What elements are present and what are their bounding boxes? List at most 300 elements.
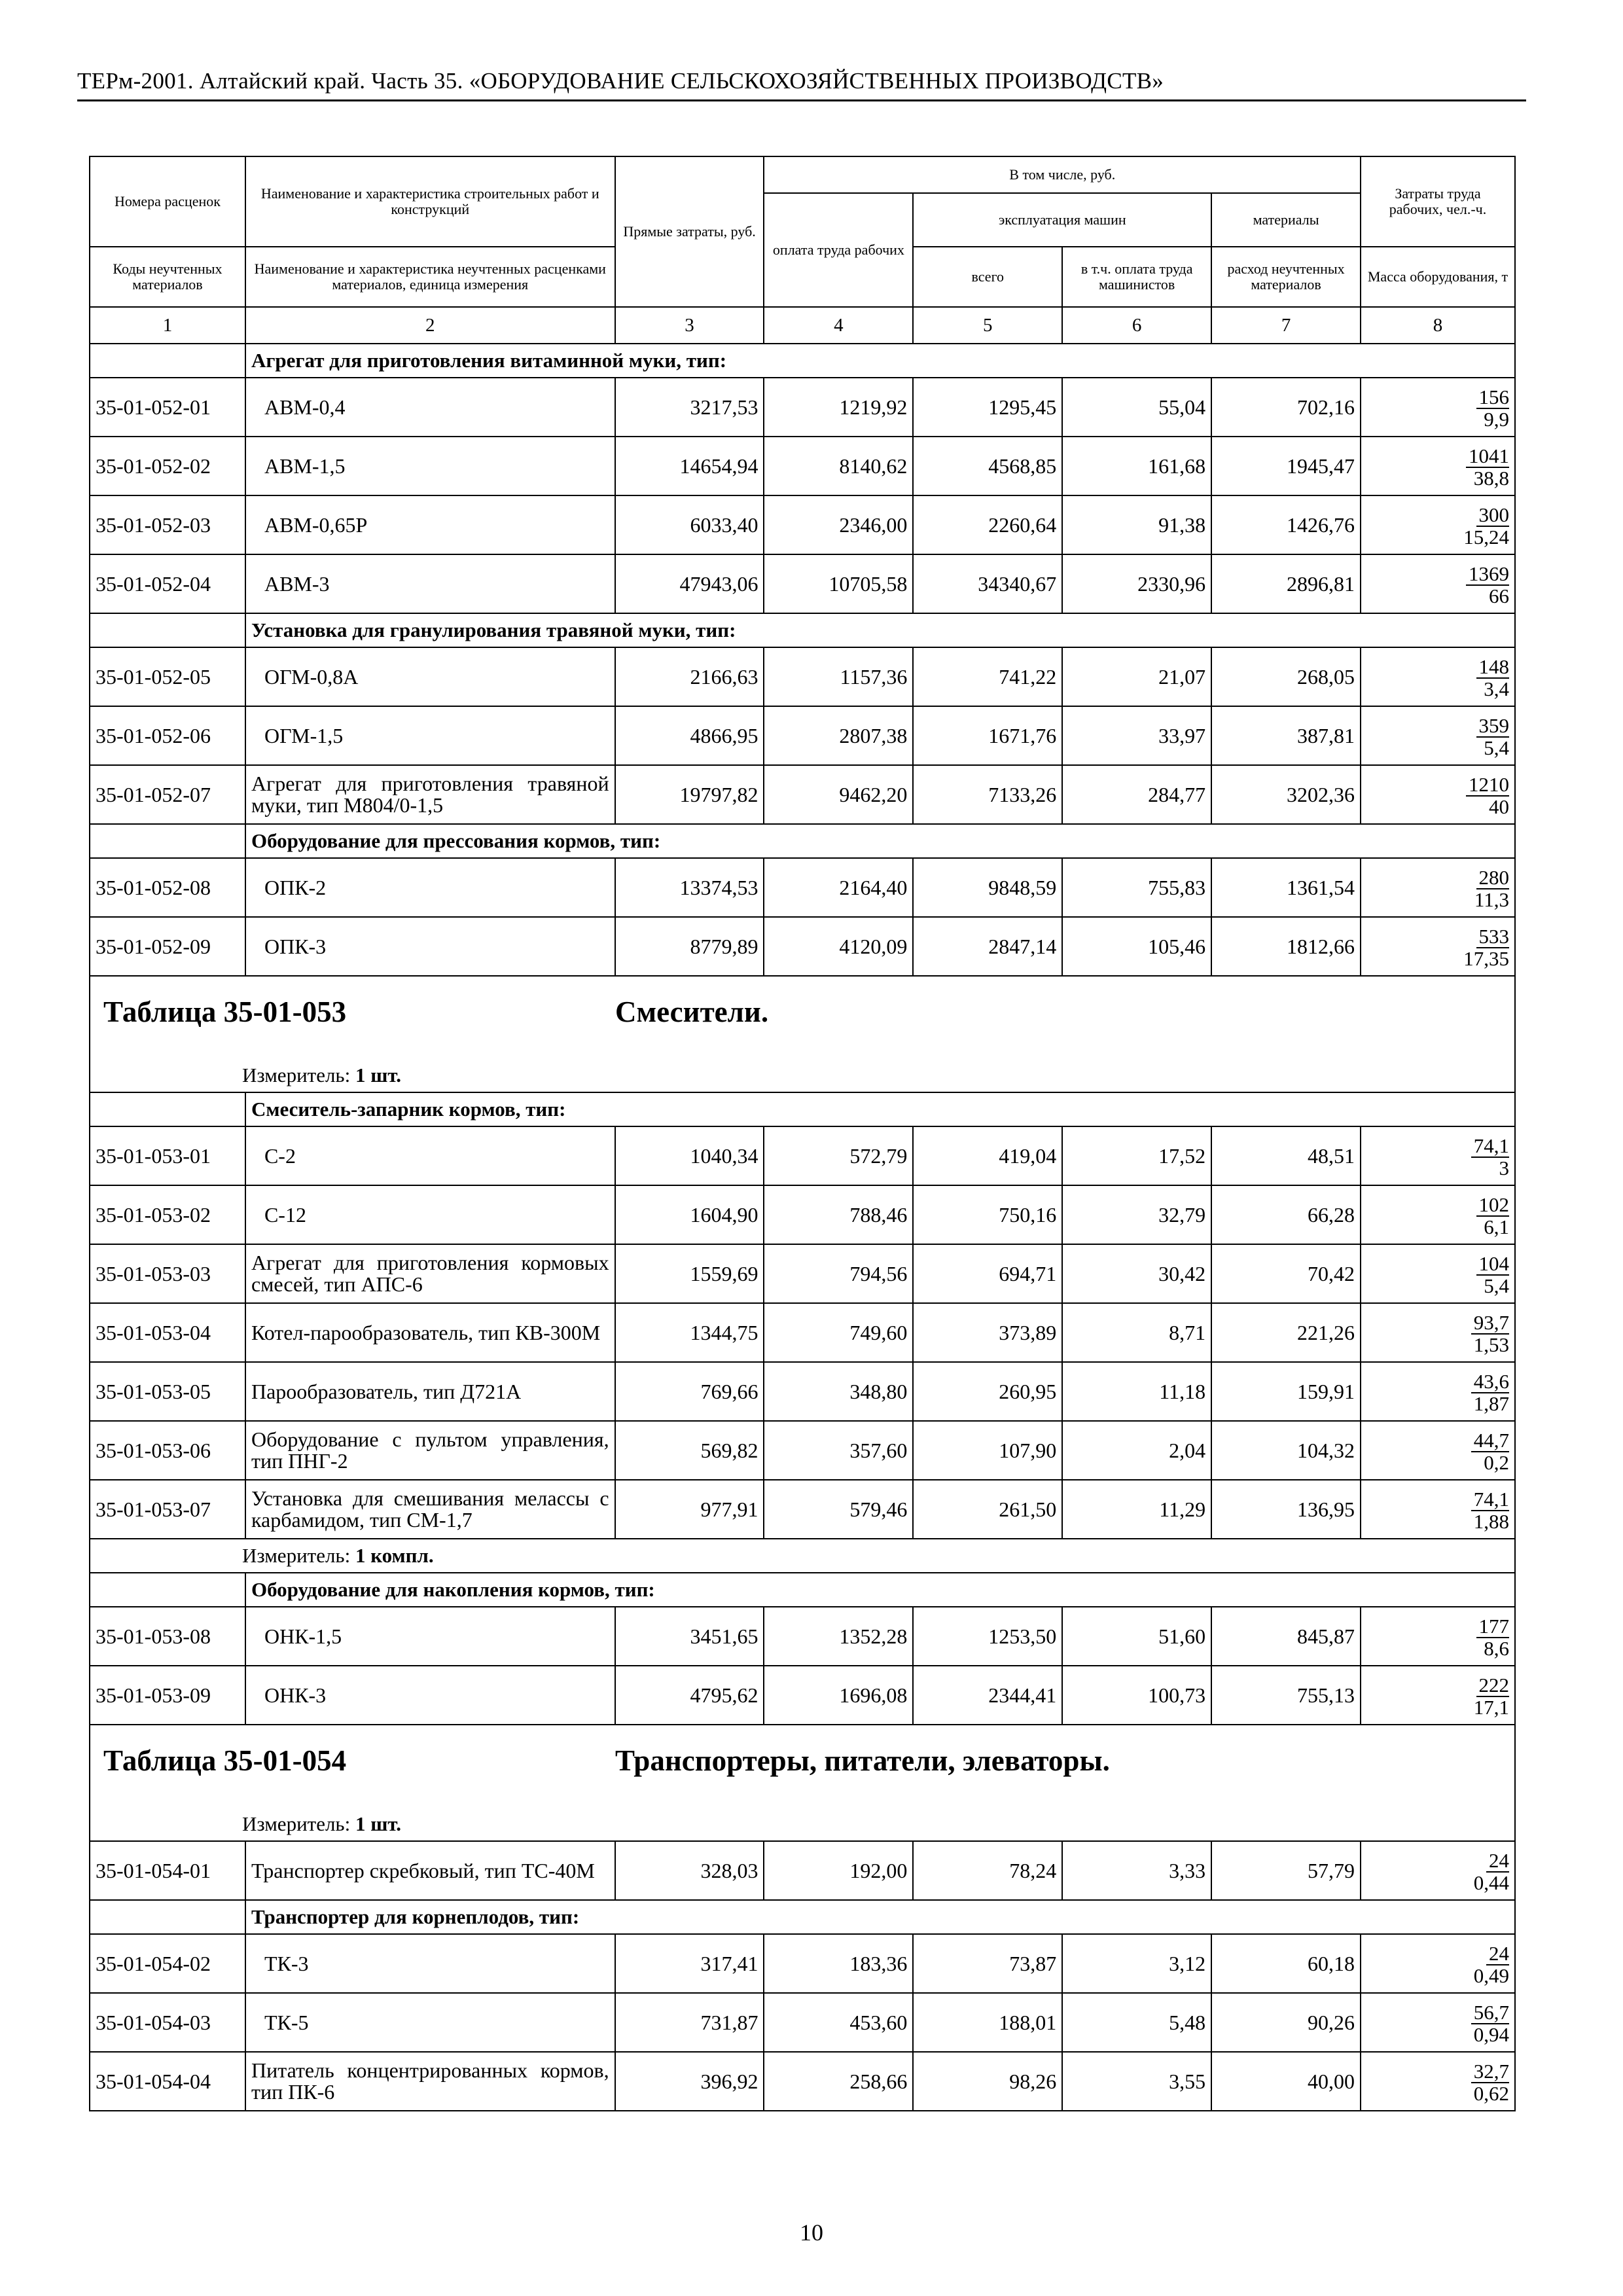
price-code: 35-01-052-04 — [90, 554, 245, 613]
col-header-material-names: Наименование и характеристика неучтенных расценками материалов, единица измерения — [245, 247, 615, 307]
price-code: 35-01-052-02 — [90, 437, 245, 495]
cost-wages: 794,56 — [764, 1244, 913, 1303]
measure-label: Измеритель: — [242, 1812, 351, 1835]
price-code: 35-01-053-07 — [90, 1480, 245, 1539]
cost-direct: 6033,40 — [615, 495, 764, 554]
cost-machinists: 100,73 — [1062, 1666, 1211, 1725]
item-name — [245, 765, 615, 824]
labor-mass-fraction — [1474, 867, 1509, 910]
labor-costs-value: 74,1 — [1471, 1136, 1509, 1158]
equipment-mass-value: 1,53 — [1473, 1333, 1509, 1356]
table-row — [90, 554, 1515, 613]
cost-materials: 1361,54 — [1211, 858, 1361, 917]
cost-machinists: 55,04 — [1062, 378, 1211, 437]
labor-mass-fraction — [1474, 1675, 1509, 1717]
cost-materials: 1812,66 — [1211, 917, 1361, 976]
item-name — [245, 1362, 615, 1421]
column-numbers-row — [90, 307, 1515, 344]
table-row — [90, 765, 1515, 824]
cost-wages: 8140,62 — [764, 437, 913, 495]
equipment-mass-value: 0,44 — [1473, 1871, 1509, 1894]
section-heading-row — [90, 824, 1515, 858]
cost-materials: 48,51 — [1211, 1126, 1361, 1185]
table-row — [90, 1303, 1515, 1362]
price-code: 35-01-053-08 — [90, 1607, 245, 1666]
table-row — [90, 1421, 1515, 1480]
item-name — [245, 1607, 615, 1666]
item-name-text: Транспортер скребковый, тип ТС-40М — [251, 1858, 595, 1882]
item-name-text: Установка для смешивания мелассы с карбамидом, тип СМ-1,7 — [251, 1486, 609, 1532]
page-header: ТЕРм-2001. Алтайский край. Часть 35. «ОБОРУДОВАНИЕ СЕЛЬСКОХОЗЯЙСТВЕННЫХ ПРОИЗВОДСТВ» — [77, 68, 1526, 101]
cost-materials: 40,00 — [1211, 2052, 1361, 2111]
cost-direct: 1040,34 — [615, 1126, 764, 1185]
section-heading-row — [90, 1092, 1515, 1126]
table-row — [90, 378, 1515, 437]
column-number: 4 — [764, 307, 913, 344]
price-code: 35-01-054-02 — [90, 1934, 245, 1993]
item-name-text: ОНК-1,5 — [264, 1624, 342, 1648]
cost-materials: 3202,36 — [1211, 765, 1361, 824]
equipment-mass-value: 3 — [1499, 1156, 1509, 1179]
table-row — [90, 2052, 1515, 2111]
section-heading: Оборудование для прессования кормов, тип: — [245, 824, 1515, 858]
cost-direct: 317,41 — [615, 1934, 764, 1993]
equipment-mass-value: 6,1 — [1484, 1215, 1509, 1238]
cost-wages: 2346,00 — [764, 495, 913, 554]
col-header-machine-operation: эксплуатация машин — [913, 193, 1211, 247]
cost-machines: 261,50 — [913, 1480, 1062, 1539]
equipment-mass-value: 0,94 — [1473, 2022, 1509, 2046]
cost-wages: 9462,20 — [764, 765, 913, 824]
table-row — [90, 1607, 1515, 1666]
cost-wages: 1696,08 — [764, 1666, 913, 1725]
column-number: 6 — [1062, 307, 1211, 344]
labor-mass-fraction — [1474, 1850, 1509, 1893]
labor-mass-fraction — [1471, 1371, 1509, 1414]
cost-machinists: 2330,96 — [1062, 554, 1211, 613]
equipment-mass-value: 15,24 — [1463, 525, 1509, 548]
cost-machines: 73,87 — [913, 1934, 1062, 1993]
measure-value: 1 шт. — [355, 1812, 402, 1835]
price-code: 35-01-052-08 — [90, 858, 245, 917]
table-name: Смесители. — [615, 996, 769, 1028]
item-name — [245, 1934, 615, 1993]
cost-wages: 258,66 — [764, 2052, 913, 2111]
cost-machinists: 30,42 — [1062, 1244, 1211, 1303]
table-row — [90, 858, 1515, 917]
table-number: Таблица 35-01-054 — [103, 1744, 347, 1777]
item-name-text: Агрегат для приготовления травяной муки, тип М804/0-1,5 — [251, 772, 609, 817]
labor-mass-cell — [1361, 378, 1515, 437]
labor-costs-value: 104 — [1476, 1253, 1510, 1276]
column-number: 1 — [90, 307, 245, 344]
cost-machinists: 284,77 — [1062, 765, 1211, 824]
cost-machinists: 3,12 — [1062, 1934, 1211, 1993]
col-header-labor-costs: Затраты труда рабочих, чел.-ч. — [1361, 156, 1515, 247]
item-name — [245, 1126, 615, 1185]
cost-materials: 136,95 — [1211, 1480, 1361, 1539]
cost-wages: 579,46 — [764, 1480, 913, 1539]
price-code: 35-01-053-02 — [90, 1185, 245, 1244]
item-name-text: ОНК-3 — [264, 1683, 327, 1707]
table-row — [90, 647, 1515, 706]
table-title — [96, 1725, 1509, 1808]
section-heading: Агрегат для приготовления витаминной муки, тип: — [245, 344, 1515, 378]
cost-materials: 702,16 — [1211, 378, 1361, 437]
cost-materials: 387,81 — [1211, 706, 1361, 765]
item-name — [245, 1303, 615, 1362]
cost-machines: 2260,64 — [913, 495, 1062, 554]
cost-machines: 2344,41 — [913, 1666, 1062, 1725]
item-name-text: ТК-3 — [264, 1951, 309, 1975]
labor-mass-fraction — [1476, 1616, 1510, 1659]
labor-mass-cell — [1361, 1244, 1515, 1303]
column-number: 5 — [913, 307, 1062, 344]
column-number: 2 — [245, 307, 615, 344]
measure-unit — [90, 1539, 1515, 1573]
cost-direct: 13374,53 — [615, 858, 764, 917]
cost-materials: 221,26 — [1211, 1303, 1361, 1362]
labor-mass-fraction — [1471, 1489, 1509, 1532]
labor-mass-fraction — [1463, 926, 1509, 969]
cost-machinists: 51,60 — [1062, 1607, 1211, 1666]
equipment-mass-value: 0,2 — [1484, 1450, 1509, 1474]
labor-mass-fraction — [1476, 715, 1510, 758]
labor-costs-value: 148 — [1476, 656, 1510, 679]
cost-machinists: 2,04 — [1062, 1421, 1211, 1480]
item-name-text: С-12 — [264, 1202, 306, 1227]
item-name-text: Агрегат для приготовления кормовых смесей, тип АПС-6 — [251, 1251, 609, 1296]
item-name-text: АВМ-1,5 — [264, 454, 346, 478]
labor-mass-fraction — [1476, 387, 1510, 429]
labor-mass-cell — [1361, 495, 1515, 554]
table-row — [90, 917, 1515, 976]
cost-wages: 1157,36 — [764, 647, 913, 706]
item-name-text: АВМ-0,4 — [264, 395, 346, 419]
labor-mass-cell — [1361, 917, 1515, 976]
table-title — [96, 977, 1509, 1059]
item-name-text: ОГМ-1,5 — [264, 723, 344, 747]
cost-direct: 3451,65 — [615, 1607, 764, 1666]
price-code: 35-01-053-05 — [90, 1362, 245, 1421]
cost-machines: 741,22 — [913, 647, 1062, 706]
item-name-text: ОПК-3 — [264, 934, 327, 958]
labor-mass-cell — [1361, 437, 1515, 495]
cost-machinists: 21,07 — [1062, 647, 1211, 706]
cost-machinists: 3,33 — [1062, 1841, 1211, 1900]
equipment-mass-value: 5,4 — [1484, 736, 1509, 759]
section-heading-spacer — [90, 613, 245, 647]
cost-materials: 60,18 — [1211, 1934, 1361, 1993]
cost-materials: 104,32 — [1211, 1421, 1361, 1480]
equipment-mass-value: 1,88 — [1473, 1509, 1509, 1533]
labor-costs-value: 102 — [1476, 1194, 1510, 1217]
cost-wages: 2807,38 — [764, 706, 913, 765]
labor-costs-value: 156 — [1476, 387, 1510, 409]
labor-mass-fraction — [1476, 1194, 1510, 1237]
equipment-mass-value: 3,4 — [1484, 677, 1509, 700]
item-name-text: ОПК-2 — [264, 875, 327, 899]
cost-materials: 2896,81 — [1211, 554, 1361, 613]
cost-machines: 1253,50 — [913, 1607, 1062, 1666]
equipment-mass-value: 9,9 — [1484, 407, 1509, 431]
equipment-mass-value: 17,1 — [1473, 1695, 1509, 1719]
col-header-worker-wages: оплата труда рабочих — [764, 193, 913, 307]
price-table — [89, 156, 1516, 2111]
equipment-mass-value: 17,35 — [1463, 946, 1509, 970]
item-name — [245, 495, 615, 554]
cost-direct: 4795,62 — [615, 1666, 764, 1725]
cost-wages: 10705,58 — [764, 554, 913, 613]
item-name-text: АВМ-0,65Р — [264, 512, 368, 537]
labor-costs-value: 300 — [1476, 505, 1510, 527]
col-header-work-name: Наименование и характеристика строительных работ и конструкций — [245, 156, 615, 247]
cost-direct: 8779,89 — [615, 917, 764, 976]
cost-wages: 1219,92 — [764, 378, 913, 437]
item-name — [245, 858, 615, 917]
table-title-cell — [90, 1725, 1515, 1808]
equipment-mass-value: 1,87 — [1473, 1391, 1509, 1415]
labor-mass-fraction — [1476, 656, 1510, 699]
labor-mass-cell — [1361, 1303, 1515, 1362]
price-code: 35-01-052-06 — [90, 706, 245, 765]
labor-costs-value: 533 — [1476, 926, 1510, 948]
cost-machinists: 91,38 — [1062, 495, 1211, 554]
labor-mass-fraction — [1471, 1430, 1509, 1473]
item-name-text: Парообразователь, тип Д721А — [251, 1379, 522, 1403]
cost-machinists: 8,71 — [1062, 1303, 1211, 1362]
cost-materials: 1945,47 — [1211, 437, 1361, 495]
price-code: 35-01-053-06 — [90, 1421, 245, 1480]
price-code: 35-01-053-01 — [90, 1126, 245, 1185]
table-row — [90, 495, 1515, 554]
section-heading: Смеситель-запарник кормов, тип: — [245, 1092, 1515, 1126]
price-code: 35-01-052-09 — [90, 917, 245, 976]
cost-machinists: 17,52 — [1062, 1126, 1211, 1185]
labor-costs-value: 1369 — [1466, 564, 1509, 586]
cost-materials: 90,26 — [1211, 1993, 1361, 2052]
item-name — [245, 1480, 615, 1539]
section-heading-spacer — [90, 1900, 245, 1934]
section-heading-row — [90, 1573, 1515, 1607]
cost-direct: 19797,82 — [615, 765, 764, 824]
cost-machines: 2847,14 — [913, 917, 1062, 976]
equipment-mass-value: 11,3 — [1474, 888, 1509, 911]
table-row — [90, 1185, 1515, 1244]
section-heading-row — [90, 344, 1515, 378]
item-name-text: Котел-парообразователь, тип КВ-300М — [251, 1320, 601, 1344]
cost-direct: 977,91 — [615, 1480, 764, 1539]
cost-machines: 750,16 — [913, 1185, 1062, 1244]
cost-machinists: 11,29 — [1062, 1480, 1211, 1539]
cost-materials: 66,28 — [1211, 1185, 1361, 1244]
cost-materials: 755,13 — [1211, 1666, 1361, 1725]
cost-machinists: 755,83 — [1062, 858, 1211, 917]
section-heading-spacer — [90, 1573, 245, 1607]
section-heading-row — [90, 613, 1515, 647]
labor-mass-fraction — [1466, 446, 1509, 488]
price-code: 35-01-054-04 — [90, 2052, 245, 2111]
equipment-mass-value: 38,8 — [1473, 466, 1509, 490]
item-name-text: Оборудование с пультом управления, тип ПНГ-2 — [251, 1427, 609, 1473]
labor-mass-fraction — [1471, 2002, 1509, 2045]
price-code: 35-01-054-03 — [90, 1993, 245, 2052]
labor-mass-cell — [1361, 706, 1515, 765]
cost-machines: 260,95 — [913, 1362, 1062, 1421]
measure-label: Измеритель: — [242, 1544, 351, 1567]
cost-direct: 1604,90 — [615, 1185, 764, 1244]
cost-wages: 1352,28 — [764, 1607, 913, 1666]
table-row — [90, 1666, 1515, 1725]
cost-machines: 7133,26 — [913, 765, 1062, 824]
item-name — [245, 917, 615, 976]
labor-costs-value: 44,7 — [1471, 1430, 1509, 1452]
table-title-cell — [90, 976, 1515, 1059]
col-header-unaccounted-materials: расход неучтенных материалов — [1211, 247, 1361, 307]
item-name — [245, 1666, 615, 1725]
item-name-text: ОГМ-0,8А — [264, 664, 359, 689]
cost-direct: 2166,63 — [615, 647, 764, 706]
cost-machines: 694,71 — [913, 1244, 1062, 1303]
cost-direct: 47943,06 — [615, 554, 764, 613]
item-name — [245, 647, 615, 706]
item-name — [245, 378, 615, 437]
cost-direct: 3217,53 — [615, 378, 764, 437]
cost-materials: 159,91 — [1211, 1362, 1361, 1421]
price-code: 35-01-052-01 — [90, 378, 245, 437]
page-number: 10 — [800, 2219, 823, 2246]
item-name — [245, 1244, 615, 1303]
labor-mass-cell — [1361, 554, 1515, 613]
cost-machines: 34340,67 — [913, 554, 1062, 613]
cost-wages: 4120,09 — [764, 917, 913, 976]
cost-machines: 107,90 — [913, 1421, 1062, 1480]
labor-mass-fraction — [1471, 1136, 1509, 1178]
item-name — [245, 1421, 615, 1480]
labor-mass-fraction — [1463, 505, 1509, 547]
cost-wages: 453,60 — [764, 1993, 913, 2052]
cost-machinists: 5,48 — [1062, 1993, 1211, 2052]
col-header-direct-costs: Прямые затраты, руб. — [615, 156, 764, 307]
item-name-text: Питатель концентрированных кормов, тип ПК-6 — [251, 2058, 609, 2104]
col-header-materials: материалы — [1211, 193, 1361, 247]
measure-unit — [90, 1059, 1515, 1092]
labor-mass-cell — [1361, 647, 1515, 706]
measure-row — [90, 1808, 1515, 1841]
col-header-equipment-mass: Масса оборудования, т — [1361, 247, 1515, 307]
labor-mass-fraction — [1466, 564, 1509, 606]
cost-materials: 845,87 — [1211, 1607, 1361, 1666]
table-row — [90, 437, 1515, 495]
cost-direct: 14654,94 — [615, 437, 764, 495]
cost-machinists: 11,18 — [1062, 1362, 1211, 1421]
col-header-price-numbers: Номера расценок — [90, 156, 245, 247]
cost-direct: 1559,69 — [615, 1244, 764, 1303]
labor-mass-cell — [1361, 2052, 1515, 2111]
labor-costs-value: 24 — [1486, 1850, 1509, 1873]
section-heading: Оборудование для накопления кормов, тип: — [245, 1573, 1515, 1607]
equipment-mass-value: 40 — [1489, 795, 1509, 818]
item-name — [245, 554, 615, 613]
cost-materials: 1426,76 — [1211, 495, 1361, 554]
labor-costs-value: 359 — [1476, 715, 1510, 738]
section-heading-spacer — [90, 824, 245, 858]
column-number: 7 — [1211, 307, 1361, 344]
labor-costs-value: 74,1 — [1471, 1489, 1509, 1511]
labor-mass-cell — [1361, 1362, 1515, 1421]
cost-machinists: 33,97 — [1062, 706, 1211, 765]
equipment-mass-value: 0,49 — [1473, 1964, 1509, 1987]
section-heading-row — [90, 1900, 1515, 1934]
measure-row — [90, 1539, 1515, 1573]
item-name — [245, 1841, 615, 1900]
cost-wages: 2164,40 — [764, 858, 913, 917]
cost-machinists: 161,68 — [1062, 437, 1211, 495]
price-code: 35-01-053-04 — [90, 1303, 245, 1362]
item-name-text: С-2 — [264, 1143, 296, 1168]
labor-mass-cell — [1361, 1480, 1515, 1539]
cost-wages: 357,60 — [764, 1421, 913, 1480]
price-code: 35-01-052-05 — [90, 647, 245, 706]
labor-mass-cell — [1361, 1934, 1515, 1993]
labor-mass-fraction — [1474, 1943, 1509, 1986]
table-row — [90, 1244, 1515, 1303]
equipment-mass-value: 8,6 — [1484, 1636, 1509, 1660]
labor-costs-value: 1210 — [1466, 774, 1509, 797]
labor-mass-cell — [1361, 1666, 1515, 1725]
cost-machinists: 105,46 — [1062, 917, 1211, 976]
item-name — [245, 1185, 615, 1244]
labor-mass-cell — [1361, 858, 1515, 917]
section-heading: Установка для гранулирования травяной муки, тип: — [245, 613, 1515, 647]
cost-materials: 57,79 — [1211, 1841, 1361, 1900]
table-number: Таблица 35-01-053 — [103, 996, 347, 1028]
labor-costs-value: 93,7 — [1471, 1312, 1509, 1335]
cost-materials: 268,05 — [1211, 647, 1361, 706]
cost-wages: 572,79 — [764, 1126, 913, 1185]
price-code: 35-01-053-09 — [90, 1666, 245, 1725]
col-header-including: В том числе, руб. — [764, 156, 1361, 193]
table-title-row — [90, 1725, 1515, 1808]
measure-value: 1 компл. — [355, 1544, 434, 1567]
cost-machines: 78,24 — [913, 1841, 1062, 1900]
section-heading-spacer — [90, 1092, 245, 1126]
labor-mass-fraction — [1471, 1312, 1509, 1355]
labor-mass-cell — [1361, 1126, 1515, 1185]
column-number: 8 — [1361, 307, 1515, 344]
item-name-text: АВМ-3 — [264, 571, 330, 596]
item-name — [245, 437, 615, 495]
cost-direct: 731,87 — [615, 1993, 764, 2052]
cost-machines: 4568,85 — [913, 437, 1062, 495]
labor-costs-value: 32,7 — [1471, 2061, 1509, 2083]
cost-direct: 769,66 — [615, 1362, 764, 1421]
measure-value: 1 шт. — [355, 1064, 402, 1086]
labor-costs-value: 280 — [1476, 867, 1510, 889]
item-name — [245, 2052, 615, 2111]
cost-materials: 70,42 — [1211, 1244, 1361, 1303]
price-code: 35-01-052-07 — [90, 765, 245, 824]
col-header-material-codes: Коды неучтенных материалов — [90, 247, 245, 307]
labor-mass-cell — [1361, 1421, 1515, 1480]
item-name-text: ТК-5 — [264, 2010, 309, 2034]
labor-costs-value: 24 — [1486, 1943, 1509, 1965]
equipment-mass-value: 0,62 — [1473, 2081, 1509, 2105]
cost-direct: 328,03 — [615, 1841, 764, 1900]
labor-costs-value: 56,7 — [1471, 2002, 1509, 2024]
cost-wages: 788,46 — [764, 1185, 913, 1244]
col-header-total: всего — [913, 247, 1062, 307]
